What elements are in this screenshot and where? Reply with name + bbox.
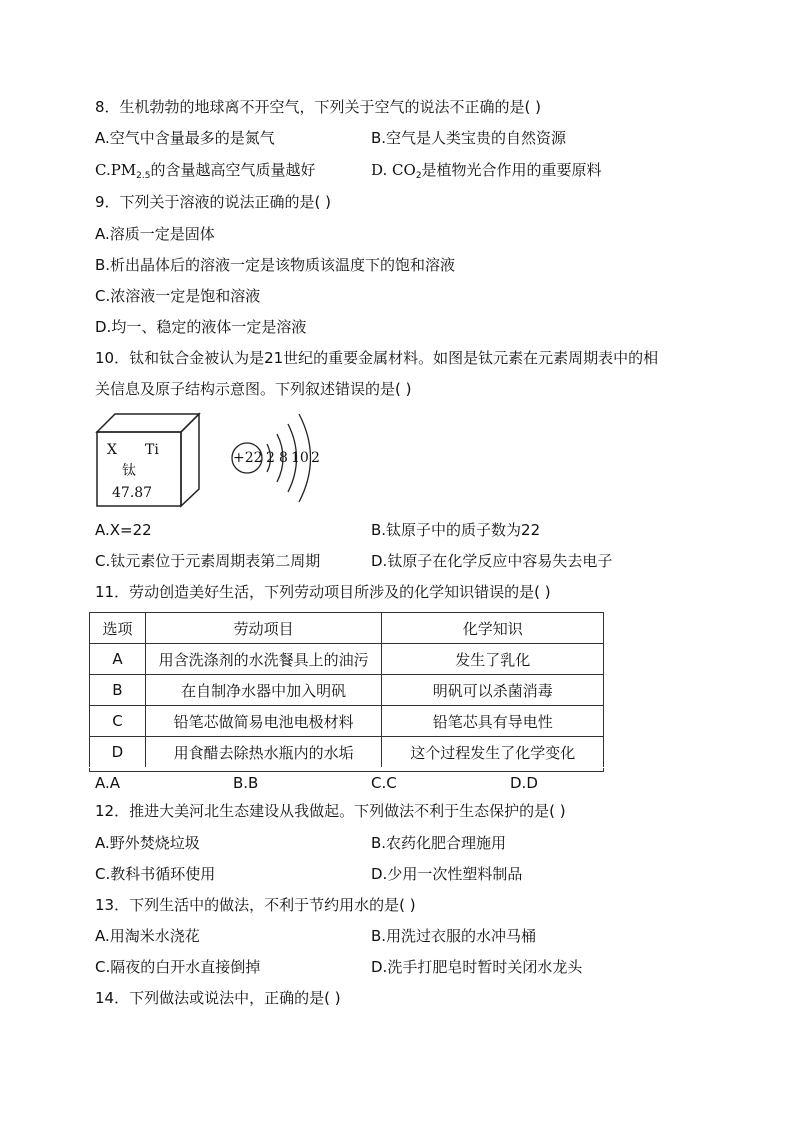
q8-option-a: A.空气中含量最多的是氮气 [95,129,275,147]
table-cell-knowledge: 发生了乳化 [382,644,604,675]
q13-option-d: D.洗手打肥皂时暂时关闭水龙头 [371,958,583,976]
q8-stem: 8．生机勃勃的地球离不开空气，下列关于空气的说法不正确的是( ) [95,98,542,116]
q9-option-c: C.浓溶液一定是饱和溶液 [95,287,261,305]
table-cell-knowledge: 铅笔芯具有导电性 [382,706,604,737]
table-row [90,706,604,737]
q11-stem: 11．劳动创造美好生活，下列劳动项目所涉及的化学知识错误的是( ) [95,583,551,601]
q10-stem-line2: 关信息及原子结构示意图。下列叙述错误的是( ) [95,380,412,398]
q8-option-d-prefix: D. CO [371,161,416,179]
table-cell-option: C [90,706,146,737]
shell-2-count: 8 [279,450,288,466]
element-atomic-number: X [107,442,117,458]
element-symbol: Ti [145,442,159,458]
atomic-structure-diagram [227,412,327,508]
q10-option-a: A.X=22 [95,521,152,539]
element-name: 钛 [122,463,136,479]
q11-option-c: C.C [371,774,397,792]
table-cell-labor: 在自制净水器中加入明矾 [145,675,382,706]
q10-option-d: D.钛原子在化学反应中容易失去电子 [371,552,613,570]
q9-option-a: A.溶质一定是固体 [95,225,215,243]
element-atomic-mass: 47.87 [112,485,153,501]
element-card-titanium [95,412,201,508]
q12-option-d: D.少用一次性塑料制品 [371,865,523,883]
q12-option-a: A.野外焚烧垃圾 [95,834,200,852]
shell-1-count: 2 [266,450,275,466]
shell-3-count: 10 [291,450,309,466]
q11-table-bottom-frame [89,768,604,772]
table-cell-labor: 铅笔芯做简易电池电极材料 [145,706,382,737]
table-row [90,737,604,768]
shell-4-count: 2 [311,450,320,466]
q8-option-c [95,160,316,186]
nucleus-charge: +22 [233,450,263,466]
table-header-labor: 劳动项目 [145,613,382,644]
q13-option-c: C.隔夜的白开水直接倒掉 [95,958,261,976]
q9-option-b: B.析出晶体后的溶液一定是该物质该温度下的饱和溶液 [95,256,456,274]
table-cell-labor: 用食醋去除热水瓶内的水垢 [145,737,382,768]
q8-option-d-subscript: 2 [415,171,422,181]
q8-option-b: B.空气是人类宝贵的自然资源 [371,129,567,147]
q11-option-b: B.B [233,774,259,792]
q8-option-c-subscript: 2.5 [136,171,151,181]
q8-option-d-text: 是植物光合作用的重要原料 [421,161,602,179]
q13-option-b: B.用洗过衣服的水冲马桶 [371,927,537,945]
table-header-knowledge: 化学知识 [382,613,604,644]
q11-option-d: D.D [510,774,538,792]
q12-option-c: C.教科书循环使用 [95,865,216,883]
q14-stem: 14．下列做法或说法中，正确的是( ) [95,989,341,1007]
q10-option-c: C.钛元素位于元素周期表第二周期 [95,552,321,570]
table-header-row [90,613,604,644]
table-cell-knowledge: 明矾可以杀菌消毒 [382,675,604,706]
q8-option-d [371,160,602,186]
q12-option-b: B.农药化肥合理施用 [371,834,507,852]
table-cell-option: D [90,737,146,768]
q8-option-c-prefix: C.PM [95,161,137,179]
table-cell-labor: 用含洗涤剂的水洗餐具上的油污 [145,644,382,675]
table-cell-knowledge: 这个过程发生了化学变化 [382,737,604,768]
q11-option-a: A.A [95,774,121,792]
q11-table [89,612,604,767]
q10-stem-line1: 10．钛和钛合金被认为是21世纪的重要金属材料。如图是钛元素在元素周期表中的相 [95,349,659,367]
q9-option-d: D.均一、稳定的液体一定是溶液 [95,318,307,336]
table-header-option: 选项 [90,613,146,644]
q10-option-b: B.钛原子中的质子数为22 [371,521,541,539]
table-cell-option: B [90,675,146,706]
q13-option-a: A.用淘米水浇花 [95,927,200,945]
q13-stem: 13．下列生活中的做法，不利于节约用水的是( ) [95,896,416,914]
q9-stem: 9．下列关于溶液的说法正确的是( ) [95,193,332,211]
q12-stem: 12．推进大美河北生态建设从我做起。下列做法不利于生态保护的是( ) [95,802,566,820]
q8-option-c-text: 的含量越高空气质量越好 [150,161,316,179]
table-row [90,644,604,675]
table-row [90,675,604,706]
table-cell-option: A [90,644,146,675]
